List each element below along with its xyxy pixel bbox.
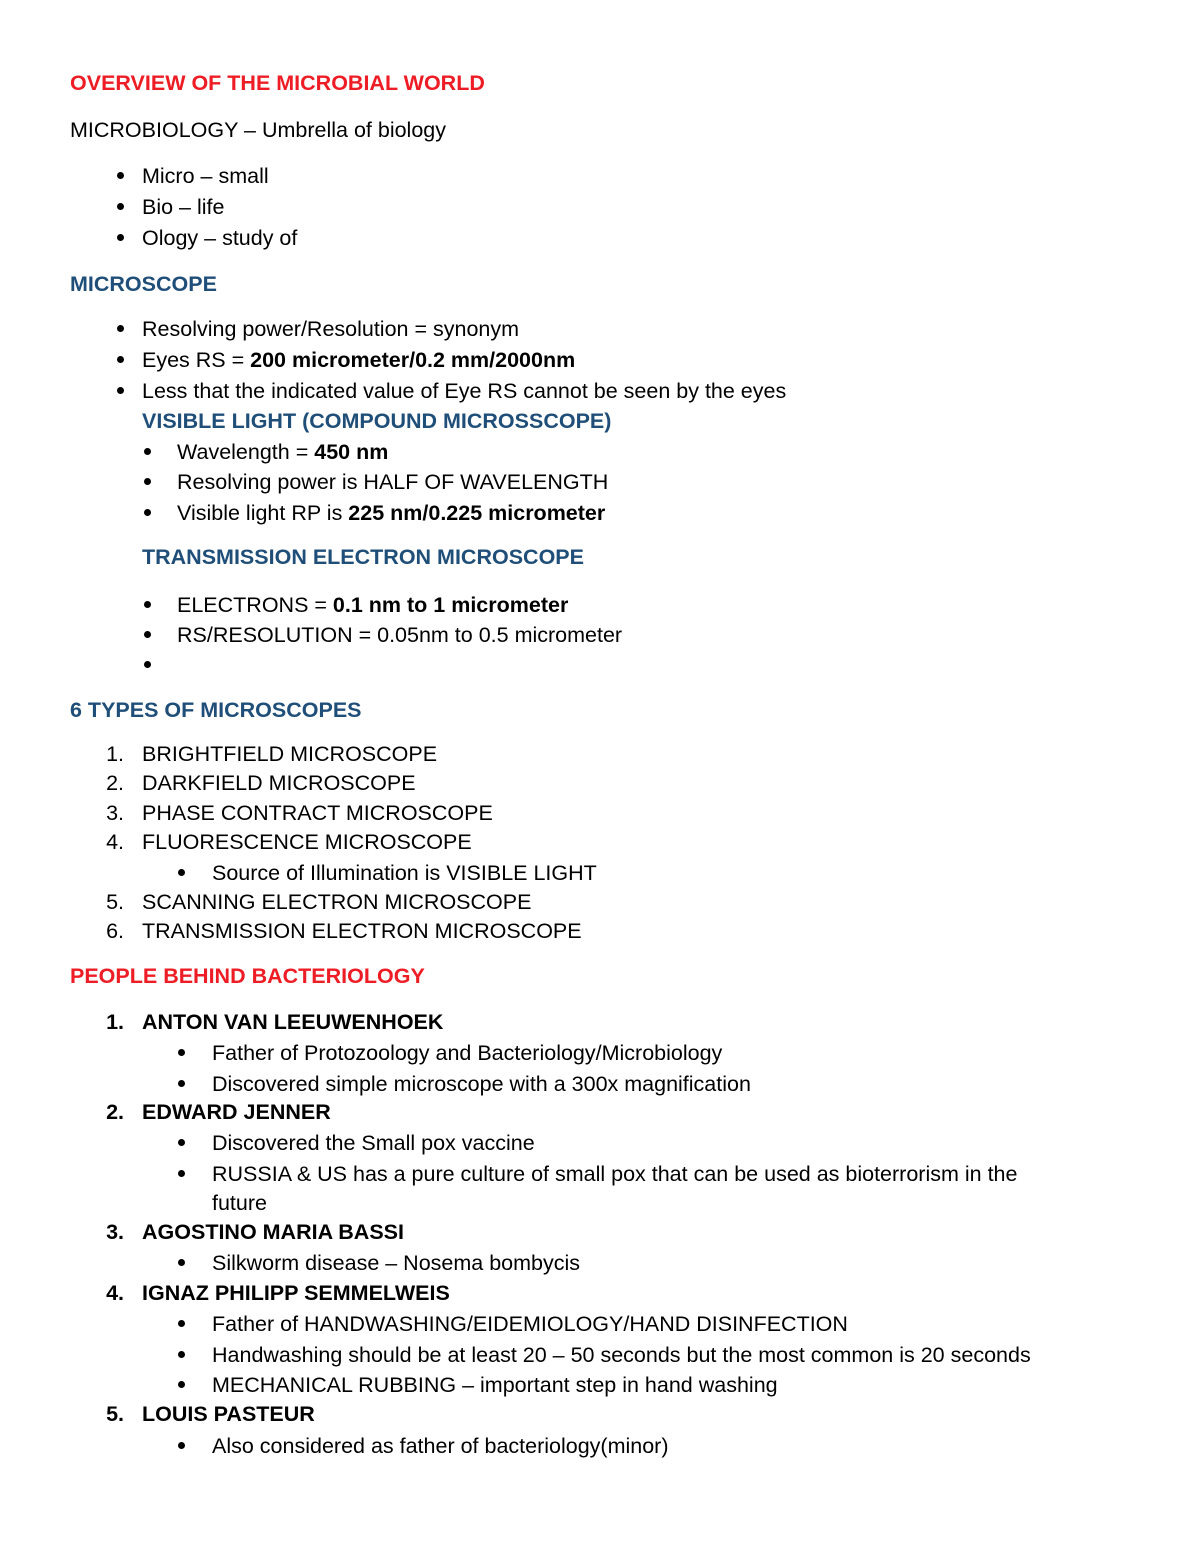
bullet-icon (178, 869, 185, 876)
list-number: 3. (106, 1220, 124, 1244)
bullet-icon (117, 203, 124, 210)
person-note: Silkworm disease – Nosema bombycis (212, 1251, 581, 1275)
person-note: Handwashing should be at least 20 – 50 seconds but the most common is 20 seconds (212, 1343, 1031, 1367)
bullet-text: ELECTRONS = (177, 593, 333, 617)
list-number: 6. (106, 919, 124, 943)
bullet-icon (178, 1170, 185, 1177)
list-number: 2. (106, 1100, 124, 1124)
microscope-bullet (142, 347, 575, 373)
microscope-heading: MICROSCOPE (70, 272, 217, 296)
list-number: 2. (106, 771, 124, 795)
person-note: Also considered as father of bacteriology(minor) (212, 1434, 669, 1458)
bullet-bold-value: 0.1 nm to 1 micrometer (332, 593, 569, 617)
bullet-icon (117, 356, 124, 363)
bullet-icon (178, 1049, 185, 1056)
bullet-icon (117, 172, 124, 179)
person-note: Discovered the Small pox vaccine (212, 1131, 535, 1155)
bullet-icon (178, 1381, 185, 1388)
visible-light-heading: VISIBLE LIGHT (COMPOUND MICROSSCOPE) (142, 409, 612, 433)
bullet-icon (144, 478, 151, 485)
list-number: 5. (106, 1402, 124, 1426)
list-number: 1. (106, 742, 124, 766)
person-note: Father of HANDWASHING/EIDEMIOLOGY/HAND DISINFECTION (212, 1312, 848, 1336)
list-item: PHASE CONTRACT MICROSCOPE (142, 801, 493, 825)
list-item: BRIGHTFIELD MICROSCOPE (142, 742, 438, 766)
person-name: IGNAZ PHILIPP SEMMELWEIS (142, 1281, 450, 1305)
overview-bullet: Micro – small (142, 164, 269, 188)
bullet-text: Visible light RP is (177, 501, 349, 525)
bullet-bold-value: 200 micrometer/0.2 mm/2000nm (250, 348, 576, 372)
person-name: EDWARD JENNER (142, 1100, 331, 1124)
bullet-icon (144, 601, 151, 608)
list-item: SCANNING ELECTRON MICROSCOPE (142, 890, 532, 914)
list-number: 1. (106, 1010, 124, 1034)
types-heading: 6 TYPES OF MICROSCOPES (70, 698, 362, 722)
list-number: 5. (106, 890, 124, 914)
person-name: AGOSTINO MARIA BASSI (142, 1220, 404, 1244)
bullet-icon (178, 1320, 185, 1327)
visible-bullet (177, 500, 605, 526)
bullet-icon (178, 1259, 185, 1266)
bullet-icon (144, 448, 151, 455)
overview-intro: MICROBIOLOGY – Umbrella of biology (70, 118, 446, 142)
person-note: RUSSIA & US has a pure culture of small pox that can be used as bioterrorism in the (212, 1162, 1018, 1186)
bullet-bold-value: 225 nm/0.225 micrometer (348, 501, 606, 525)
visible-bullet: Resolving power is HALF OF WAVELENGTH (177, 470, 609, 494)
visible-bullet (177, 439, 388, 465)
person-note: Father of Protozoology and Bacteriology/Microbiology (212, 1041, 723, 1065)
tem-bullet: RS/RESOLUTION = 0.05nm to 0.5 micrometer (177, 623, 623, 647)
person-note: Discovered simple microscope with a 300x magnification (212, 1072, 751, 1096)
bullet-icon (117, 234, 124, 241)
bullet-text: Eyes RS = (142, 348, 251, 372)
list-item: DARKFIELD MICROSCOPE (142, 771, 416, 795)
tem-bullet (177, 592, 568, 618)
person-name: LOUIS PASTEUR (142, 1402, 315, 1426)
bullet-icon (178, 1442, 185, 1449)
bullet-icon (178, 1351, 185, 1358)
bullet-icon (117, 325, 124, 332)
bullet-text: Wavelength = (177, 440, 315, 464)
bullet-icon (144, 509, 151, 516)
overview-bullet: Ology – study of (142, 226, 298, 250)
bullet-icon (178, 1080, 185, 1087)
person-note-continued: future (212, 1191, 267, 1215)
list-item: FLUORESCENCE MICROSCOPE (142, 830, 472, 854)
overview-heading: OVERVIEW OF THE MICROBIAL WORLD (70, 71, 485, 95)
bullet-icon (144, 661, 151, 668)
people-heading: PEOPLE BEHIND BACTERIOLOGY (70, 964, 425, 988)
microscope-bullet: Less that the indicated value of Eye RS cannot be seen by the eyes (142, 379, 787, 403)
bullet-icon (144, 631, 151, 638)
overview-bullet: Bio – life (142, 195, 225, 219)
list-number: 3. (106, 801, 124, 825)
list-item: TRANSMISSION ELECTRON MICROSCOPE (142, 919, 582, 943)
tem-heading: TRANSMISSION ELECTRON MICROSCOPE (142, 545, 584, 569)
bullet-icon (117, 387, 124, 394)
person-name: ANTON VAN LEEUWENHOEK (142, 1010, 444, 1034)
microscope-bullet: Resolving power/Resolution = synonym (142, 317, 520, 341)
list-number: 4. (106, 1281, 124, 1305)
bullet-icon (178, 1139, 185, 1146)
bullet-bold-value: 450 nm (314, 440, 389, 464)
list-number: 4. (106, 830, 124, 854)
list-subitem: Source of Illumination is VISIBLE LIGHT (212, 861, 597, 885)
person-note: MECHANICAL RUBBING – important step in hand washing (212, 1373, 778, 1397)
